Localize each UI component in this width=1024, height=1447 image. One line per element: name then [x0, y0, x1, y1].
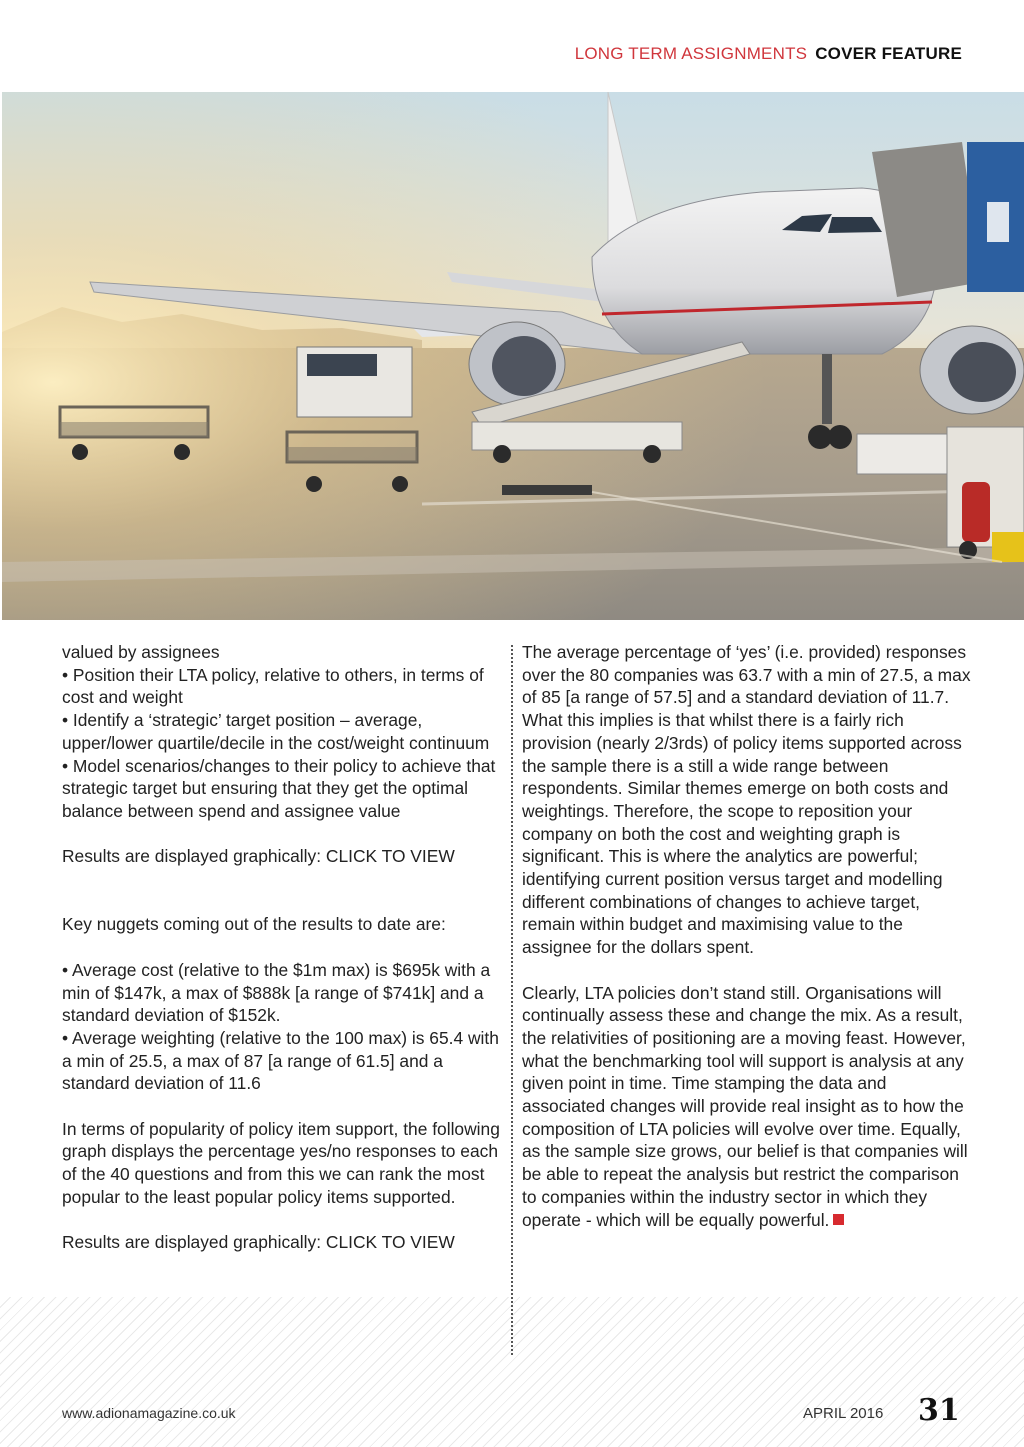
- page-number: 31: [918, 1393, 960, 1428]
- footer-date: APRIL 2016: [803, 1405, 884, 1422]
- click-to-view-link-2[interactable]: Results are displayed graphically: CLICK TO VIEW: [62, 1232, 455, 1253]
- section-label: LONG TERM ASSIGNMENTS: [574, 44, 808, 63]
- key-nuggets-intro: Key nuggets coming out of the results to date are:: [62, 914, 446, 935]
- bullet-average-cost: • Average cost (relative to the $1m max) is $695k with a min of $147k, a max of $888k [a range of $741k] and a standard deviation of $152k.: [62, 959, 491, 1026]
- feature-label: COVER FEATURE: [815, 44, 962, 63]
- airport-photo: [2, 92, 1024, 620]
- bullet-position-policy: • Position their LTA policy, relative to others, in terms of cost and weight: [62, 664, 484, 708]
- page-header: [575, 44, 962, 64]
- popularity-paragraph: In terms of popularity of policy item support, the following graph displays the percentage yes/no responses to each of the 40 questions and from this we can rank the most popular to the least popular policy items supported.: [62, 1118, 500, 1207]
- bullet-strategic-target: • Identify a ‘strategic’ target position – average, upper/lower quartile/decile in the cost/weight continuum: [62, 710, 490, 753]
- click-to-view-link-1[interactable]: Results are displayed graphically: CLICK TO VIEW: [62, 846, 455, 867]
- left-column: [62, 641, 502, 1254]
- column-divider: [511, 645, 513, 1355]
- end-of-article-mark: [833, 1214, 844, 1225]
- bullet-model-scenarios: • Model scenarios/changes to their policy to achieve that strategic target but ensuring that they get the optimal balance between spend and assignee value: [62, 755, 496, 821]
- footer-url[interactable]: www.adionamagazine.co.uk: [62, 1405, 236, 1421]
- right-column: [522, 641, 972, 1231]
- left-paragraph-1: valued by assignees: [62, 642, 220, 662]
- right-paragraph-1: The average percentage of ‘yes’ (i.e. provided) responses over the 80 companies was 63.7 with a min of 27.5, a max of 85 [a range of 57.5] and a standard deviation of 11.7. What this implies is that whilst there is a fairly rich provision (nearly 2/3rds) of policy items supported across the sample there is a still a wide range between respondents. Similar themes emerge on both costs and weightings. Therefore, the scope to reposition your company on both the cost and weighting graph is significant. This is where the analytics are powerful; identifying current position versus target and modelling different combinations of changes to achieve target, remain within budget and maximising value to the assignee for the dollars spent.: [522, 642, 971, 958]
- right-paragraph-2: Clearly, LTA policies don’t stand still. Organisations will continually assess these and change the mix. As a result, the relativities of positioning are a moving feast. However, what the benchmarking tool will support is analysis at any given point in time. Time stamping the data and associated changes will provide real insight as to how the composition of LTA policies will evolve over time. Equally, as the sample size grows, our belief is that companies will be able to repeat the analysis but restrict the comparison to companies within the industry sector in which they operate - which will be equally powerful.: [522, 982, 968, 1230]
- bullet-average-weighting: • Average weighting (relative to the 100 max) is 65.4 with a min of 25.5, a max of 87 [a range of 61.5] and a standard deviation of 11.6: [62, 1027, 499, 1094]
